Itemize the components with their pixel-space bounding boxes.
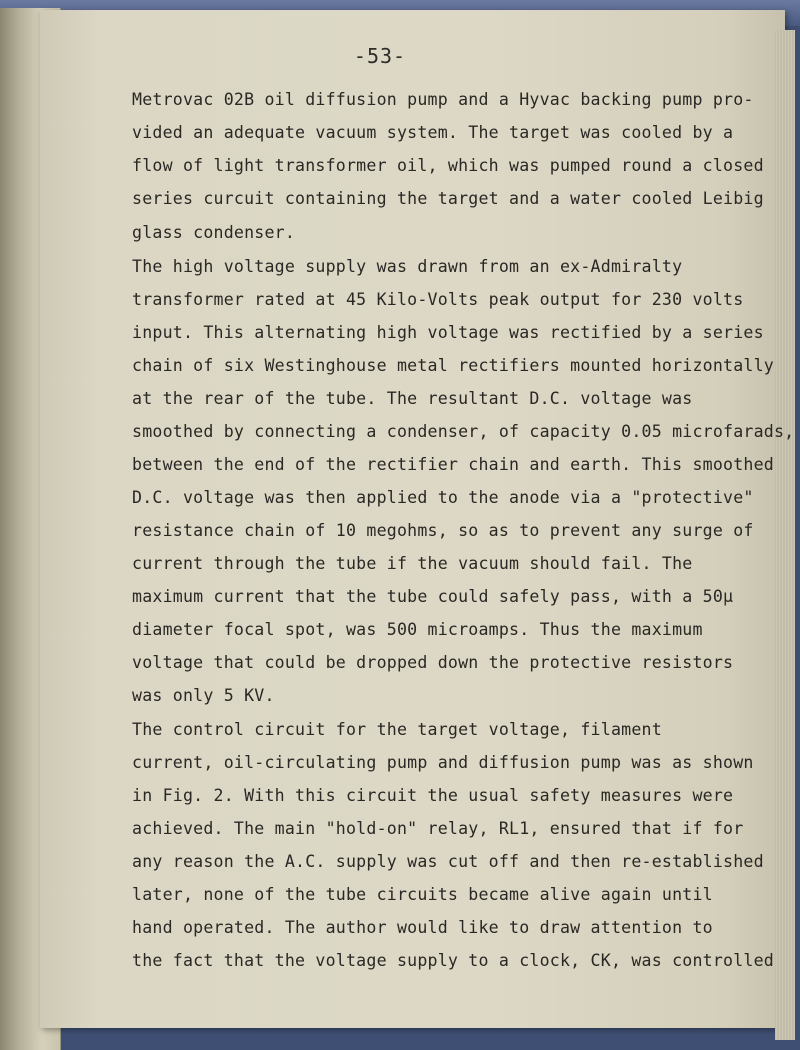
text-line: current through the tube if the vacuum should fail. The — [132, 554, 693, 573]
text-line: current, oil-circulating pump and diffusion pump was as shown — [132, 753, 754, 772]
text-line: between the end of the rectifier chain and earth. This smoothed — [132, 455, 774, 474]
text-line: maximum current that the tube could safely pass, with a 50μ — [132, 587, 734, 606]
text-line: was only 5 KV. — [132, 686, 275, 705]
text-line: voltage that could be dropped down the protective resistors — [132, 653, 734, 672]
text-line: in Fig. 2. With this circuit the usual safety measures were — [132, 786, 734, 805]
text-line: D.C. voltage was then applied to the anode via a "protective" — [132, 488, 754, 507]
text-line: smoothed by connecting a condenser, of capacity 0.05 microfarads, — [132, 422, 795, 441]
text-line: flow of light transformer oil, which was pumped round a closed — [132, 156, 764, 175]
text-line: glass condenser. — [132, 223, 296, 242]
text-line: any reason the A.C. supply was cut off and then re-established — [132, 852, 764, 871]
text-line: resistance chain of 10 megohms, so as to prevent any surge of — [132, 521, 754, 540]
text-line: diameter focal spot, was 500 microamps. Thus the maximum — [132, 620, 703, 639]
text-line: later, none of the tube circuits became alive again until — [132, 885, 713, 904]
text-line: Metrovac 02B oil diffusion pump and a Hyvac backing pump pro- — [132, 90, 754, 109]
text-line: at the rear of the tube. The resultant D.C. voltage was — [132, 389, 693, 408]
text-line: achieved. The main "hold-on" relay, RL1, ensured that if for — [132, 819, 744, 838]
text-line: The high voltage supply was drawn from an ex-Admiralty — [132, 257, 683, 276]
text-line: chain of six Westinghouse metal rectifiers mounted horizontally — [132, 356, 774, 375]
text-line: series curcuit containing the target and a water cooled Leibig — [132, 189, 764, 208]
book-page-edges — [775, 30, 795, 1040]
text-line: transformer rated at 45 Kilo-Volts peak output for 230 volts — [132, 290, 744, 309]
text-line: input. This alternating high voltage was rectified by a series — [132, 323, 764, 342]
text-line: vided an adequate vacuum system. The target was cooled by a — [132, 123, 734, 142]
text-line: hand operated. The author would like to draw attention to — [132, 918, 713, 937]
text-line: the fact that the voltage supply to a clock, CK, was controlled — [132, 951, 774, 970]
text-line: The control circuit for the target voltage, filament — [132, 720, 662, 739]
page-number: -53- — [353, 44, 407, 68]
